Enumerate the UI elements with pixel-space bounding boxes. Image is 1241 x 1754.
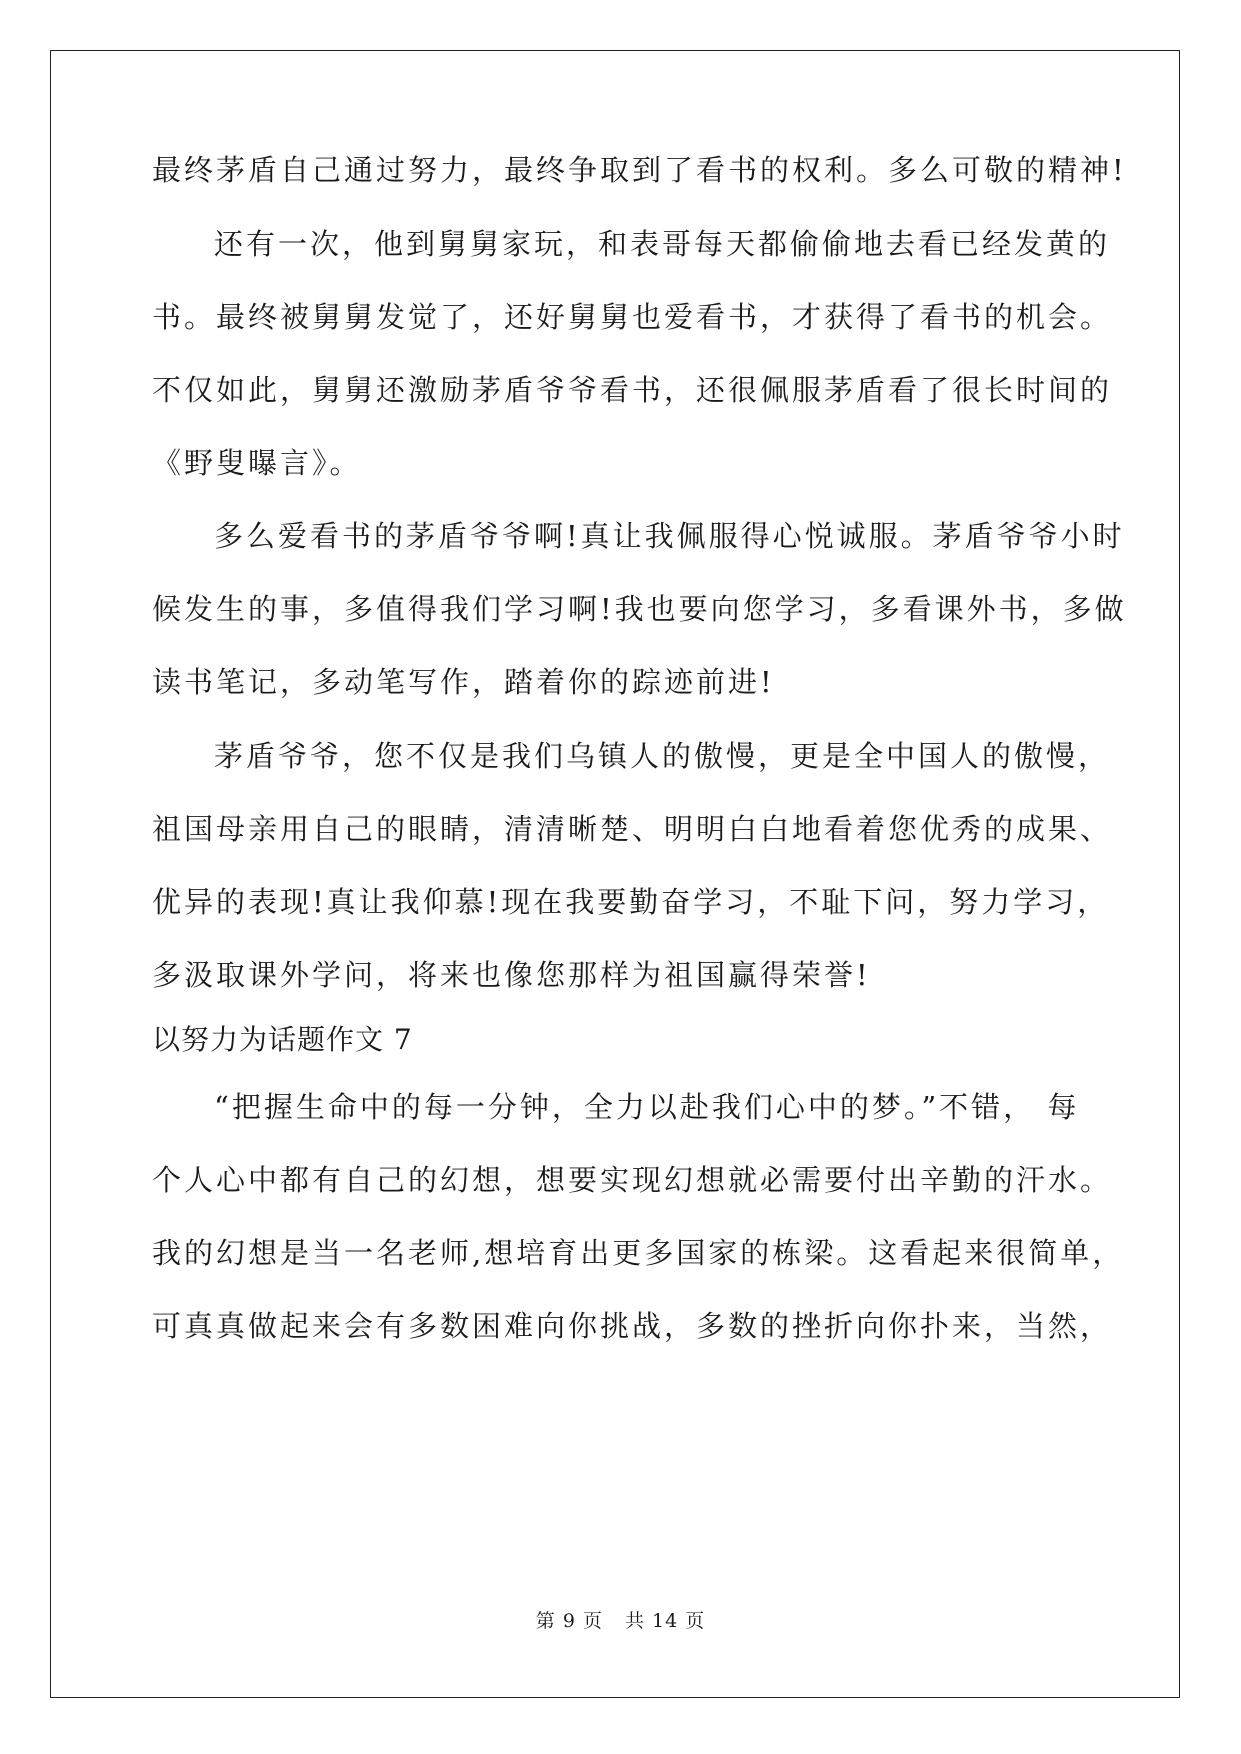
- text-line: 书。最终被舅舅发觉了，还好舅舅也爱看书，才获得了看书的机会。: [152, 300, 1113, 334]
- text-line: “把握生命中的每一分钟，全力以赴我们心中的梦。”不错， 每: [214, 1090, 1080, 1124]
- text-line: 最终茅盾自己通过努力，最终争取到了看书的权利。多么可敬的精神!: [152, 153, 1127, 187]
- page-total: 共 14 页: [624, 1610, 706, 1632]
- page-number: 第 9 页: [535, 1610, 603, 1632]
- text-line: 可真真做起来会有多数困难向你挑战，多数的挫折向你扑来，当然，: [152, 1309, 1113, 1343]
- text-line: 《野叟曝言》。: [152, 446, 362, 480]
- page-footer: [0, 1606, 1241, 1633]
- text-line: 候发生的事，多值得我们学习啊!我也要向您学习，多看课外书，多做: [152, 592, 1127, 626]
- text-line: 个人心中都有自己的幻想，想要实现幻想就必需要付出辛勤的汗水。: [152, 1163, 1113, 1197]
- text-line: 多么爱看书的茅盾爷爷啊!真让我佩服得心悦诚服。茅盾爷爷小时: [214, 519, 1125, 553]
- text-line: 读书笔记，多动笔写作，踏着你的踪迹前进!: [152, 665, 775, 699]
- text-line: 不仅如此，舅舅还激励茅盾爷爷看书，还很佩服茅盾看了很长时间的: [152, 373, 1113, 407]
- text-line: 茅盾爷爷，您不仅是我们乌镇人的傲慢，更是全中国人的傲慢，: [214, 739, 1111, 773]
- text-line: 优异的表现!真让我仰慕!现在我要勤奋学习，不耻下问，努力学习，: [152, 885, 1110, 919]
- text-line: 多汲取课外学问，将来也像您那样为祖国赢得荣誉!: [152, 958, 871, 992]
- section-heading: 以努力为话题作文 7: [152, 1023, 413, 1056]
- text-line: 还有一次，他到舅舅家玩，和表哥每天都偷偷地去看已经发黄的: [214, 227, 1111, 261]
- text-line: 祖国母亲用自己的眼睛，清清晰楚、明明白白地看着您优秀的成果、: [152, 812, 1113, 846]
- text-line: 我的幻想是当一名老师,想培育出更多国家的栋梁。这看起来很简单，: [152, 1236, 1125, 1270]
